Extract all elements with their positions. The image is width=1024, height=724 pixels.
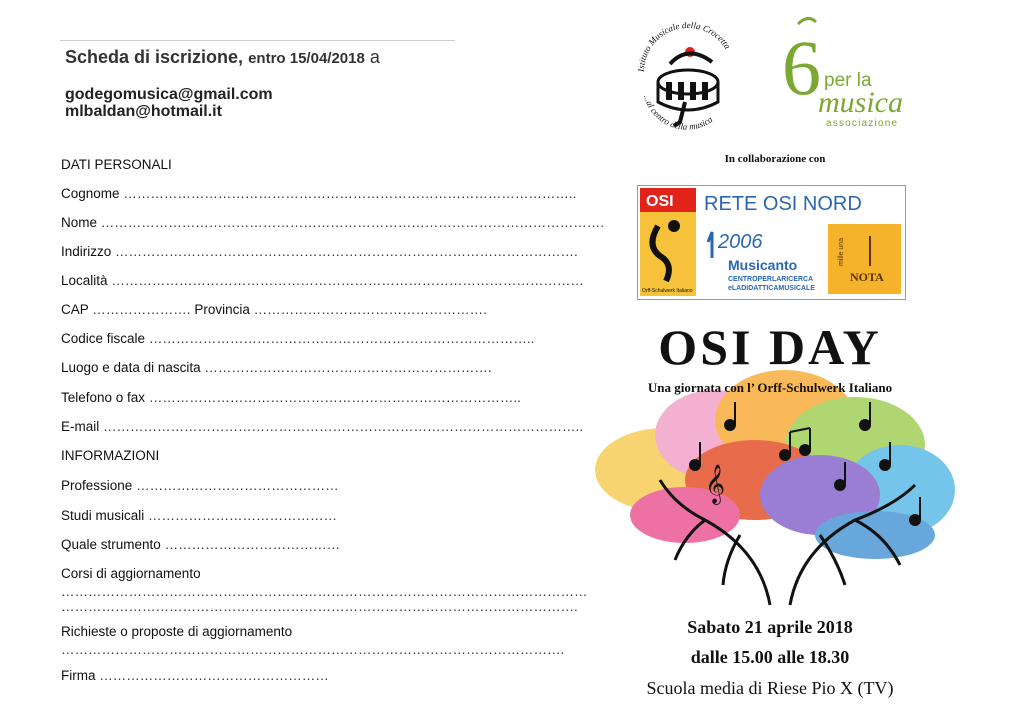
field-cap-provincia[interactable]: [61, 302, 487, 317]
logo-associazione: associazione: [826, 118, 899, 129]
field-dots: …………………………………………………………………………..: [148, 331, 535, 346]
field-dots: ………………………………………………………………………………………………….: [100, 215, 605, 230]
field-firma[interactable]: [61, 668, 447, 683]
field-dots: ………………………………………………………………………………………….: [115, 244, 578, 259]
header-rule: [60, 40, 455, 41]
rete-osi-nord-banner: [637, 185, 906, 300]
section-personal-data: DATI PERSONALI: [61, 157, 172, 172]
field-dots: ………………………………………………………………………………………..: [123, 186, 577, 201]
field-richieste-label: Richieste o proposte di aggiornamento: [61, 624, 293, 639]
rete-osi-nord-title: RETE OSI NORD: [704, 193, 862, 215]
field-dots: ……………………………………………………………………………………………: [111, 273, 584, 288]
nota-label: NOTA: [850, 270, 884, 284]
event-time: dalle 15.00 alle 18.30: [690, 647, 850, 667]
field-corsi-line-1[interactable]: ………………………………………………………………………………………………………: [61, 584, 588, 599]
section-informazioni: INFORMAZIONI: [61, 448, 160, 463]
field-luogo-data-nascita[interactable]: [61, 360, 492, 375]
field-label: Telefono o fax: [61, 390, 146, 405]
crocetta-arc-top: Istituto Musicale della Crocetta: [635, 22, 733, 73]
form-title: [65, 47, 380, 68]
field-quale-strumento[interactable]: [61, 537, 447, 552]
email-2[interactable]: mlbaldan@hotmail.it: [65, 103, 222, 120]
field-dots: ………………………………………: [136, 478, 339, 493]
svg-text:Istituto Musicale della Crocet: [636, 22, 733, 73]
form-deadline: entro 15/04/2018: [248, 50, 365, 67]
rete-osi-nord-art: [638, 186, 905, 299]
field-dots: ………………….: [92, 302, 191, 317]
centro-line-2: eLADIDATTICAMUSICALE: [728, 285, 815, 292]
field-label: Nome: [61, 215, 98, 230]
field-nome[interactable]: [61, 215, 605, 230]
field-label: E-mail: [61, 419, 100, 434]
svg-text:𝄞: 𝄞: [705, 464, 726, 504]
crocetta-arc-bottom: ...al centro della musica: [642, 93, 715, 132]
form-title-suffix: a: [369, 47, 380, 67]
field-dots: ………………………………………………………………………..: [148, 390, 521, 405]
field-indirizzo[interactable]: [61, 244, 578, 259]
crocetta-logo: [630, 22, 745, 134]
logo-per-la: per la: [824, 70, 872, 91]
event-title: OSI DAY: [658, 319, 882, 375]
field-label: Professione: [61, 478, 133, 493]
field-telefono-fax[interactable]: [61, 390, 521, 405]
field-label: Firma: [61, 668, 96, 683]
field-label: Quale strumento: [61, 537, 161, 552]
email-1[interactable]: godegomusica@gmail.com: [65, 86, 273, 103]
field-dots: ……………………………………: [148, 508, 338, 523]
logo-number: 6: [782, 24, 821, 111]
field-richieste-line[interactable]: ………………………………………………………………………………………………….: [61, 642, 565, 657]
field-professione[interactable]: [61, 478, 447, 493]
field-dots: …………………………………: [164, 537, 341, 552]
field-cognome[interactable]: [61, 186, 577, 201]
field-dots-provincia: …………………………………………….: [253, 302, 487, 317]
field-codice-fiscale[interactable]: [61, 331, 535, 346]
field-label: Località: [61, 273, 108, 288]
field-label: Cognome: [61, 186, 120, 201]
field-label: Luogo e data di nascita: [61, 360, 201, 375]
centro-line-1: CENTROPERLARICERCA: [728, 276, 814, 283]
field-dots: ……………………………………………………………………………………………..: [103, 419, 584, 434]
field-localita[interactable]: [61, 273, 584, 288]
osi-small-title: OSI: [646, 193, 674, 210]
event-venue: Scuola media di Riese Pio X (TV): [646, 678, 894, 698]
musicanto-label: Musicanto: [728, 257, 798, 273]
per-la-musica-logo-art: [780, 14, 910, 129]
event-subtitle: Una giornata con l’ Orff-Schulwerk Italiano: [647, 380, 893, 395]
field-label: Codice fiscale: [61, 331, 146, 346]
field-corsi-line-2[interactable]: …………………………………………………………………………………………………….: [61, 599, 578, 614]
field-studi-musicali[interactable]: [61, 508, 447, 523]
field-corsi-label: Corsi di aggiornamento: [61, 566, 201, 581]
field-dots: ……………………………………………………….: [204, 360, 492, 375]
field-dots: ……………………………………………: [99, 668, 329, 683]
field-label: Indirizzo: [61, 244, 112, 259]
musicanto-year: 2006: [718, 231, 763, 253]
orff-small-label: Orff-Schulwerk Italiano: [642, 288, 693, 294]
field-label: CAP: [61, 302, 89, 317]
collaboration-label: In collaborazione con: [724, 153, 826, 165]
per-la-musica-logo: [780, 14, 910, 129]
field-email[interactable]: [61, 419, 584, 434]
field-label: Studi musicali: [61, 508, 145, 523]
crocetta-logo-art: [630, 22, 745, 134]
field-label-provincia: Provincia: [194, 302, 250, 317]
logo-musica: musica: [818, 86, 903, 119]
form-title-main: Scheda di iscrizione,: [65, 47, 244, 67]
nota-vertical-label: mille una: [838, 237, 845, 266]
event-date: Sabato 21 aprile 2018: [687, 617, 853, 637]
